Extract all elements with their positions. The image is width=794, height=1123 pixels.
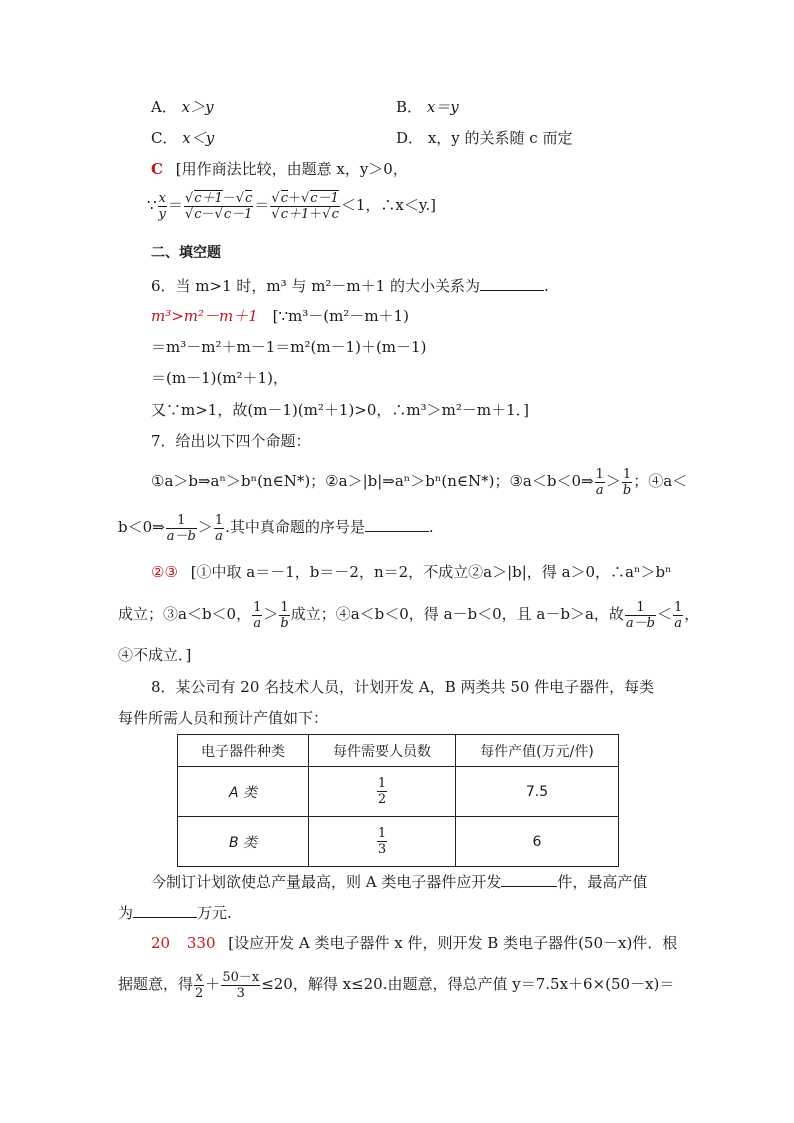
numerator: √c＋√c－1 (271, 190, 339, 206)
table-header-cell: 每件产值(万元/件) (456, 735, 619, 767)
q7-question-text: .其中真命题的序号是 (225, 518, 365, 536)
numerator: 50－x (222, 969, 260, 985)
equals: ＝ (254, 196, 270, 214)
numerator: 1 (253, 599, 262, 615)
denominator: a (253, 615, 262, 631)
q6-stem-text: 6．当 m>1 时，m³ 与 m²－m＋1 的大小关系为 (151, 277, 480, 295)
fraction-1-over-a (252, 600, 262, 631)
option-d-text: x，y 的关系随 c 而定 (427, 129, 573, 147)
q8-question-line1 (151, 870, 647, 892)
q5-solution-text: [用作商法比较，由题意 x，y＞0， (175, 160, 408, 178)
answer-blank (365, 515, 429, 532)
plus: ＋ (309, 206, 323, 222)
q6-solution-line3: ＝(m－1)(m²＋1)， (151, 369, 288, 387)
table-cell-value: 7.5 (456, 767, 619, 817)
less-than: ＜ (657, 605, 673, 623)
fraction-radicals-2 (270, 191, 339, 222)
q8-question-line2 (118, 901, 232, 923)
q6-solution-line2: ＝m³－m²＋m－1＝m²(m－1)＋(m－1) (151, 338, 427, 356)
answer-blank (480, 274, 544, 291)
q7-solution-line2 (118, 597, 699, 631)
plus: ＋ (287, 190, 301, 206)
option-b-letter: B． (396, 98, 423, 116)
q7-stem: 7．给出以下四个命题： (151, 432, 311, 450)
table-cell-people (309, 817, 456, 867)
numerator: √c＋1－√c (184, 190, 253, 206)
numerator: 1 (377, 776, 387, 791)
minus: － (222, 190, 236, 206)
denominator: a－b (625, 615, 655, 631)
q8-question-start: 为 (118, 904, 134, 922)
radicand: c＋1 (280, 206, 310, 222)
q7-line2-start: b＜0⇒ (118, 518, 165, 536)
radicand: c－1 (310, 190, 339, 206)
fraction-50-minus-x-over-3 (221, 970, 260, 1001)
q7-solution-text: [①中取 a＝－1，b＝－2，n＝2，不成立②a＞|b|，得 a＞0，∴aⁿ＞bⁿ (190, 563, 672, 581)
q8-question-text-end: 件，最高产值 (557, 873, 648, 891)
minus: － (201, 206, 215, 222)
comma: ， (684, 605, 700, 623)
denominator: a (674, 615, 683, 631)
q7-solution-line3: ④不成立．] (118, 646, 192, 664)
period: . (543, 277, 549, 295)
plus: ＋ (205, 975, 221, 993)
denominator: 2 (195, 985, 204, 1001)
fraction-1-over-a (673, 600, 683, 631)
q8-solution-line1 (151, 933, 677, 953)
q6-solution-line4: 又∵m>1，故(m－1)(m²＋1)>0，∴m³＞m²－m＋1．] (151, 401, 529, 419)
equals: ＝ (167, 196, 183, 214)
q8-solution-text: [设应开发 A 类电子器件 x 件，则开发 B 类电子器件(50－x)件．根 (228, 934, 678, 952)
denominator: 2 (377, 792, 387, 807)
q8-answer-1: 20 (151, 934, 171, 952)
table-cell-kind: B 类 (178, 817, 309, 867)
period: . (428, 518, 434, 536)
denominator: a (595, 482, 604, 498)
option-c-letter: C． (151, 129, 178, 147)
radicand: c (245, 190, 253, 206)
radicand: c (331, 206, 339, 222)
option-d (396, 128, 572, 148)
q8-question-text: 今制订计划欲使总产量最高，则 A 类电子器件应开发 (151, 873, 502, 891)
option-d-letter: D． (396, 129, 424, 147)
q6-solution-line1 (151, 306, 409, 326)
option-a (151, 97, 214, 117)
denominator: a (215, 528, 223, 544)
q8-stem-line1: 8．某公司有 20 名技术人员，计划开发 A，B 两类共 50 件电子器件，每类 (151, 678, 655, 696)
q7-sol2-start: 成立；③a＜b＜0， (118, 605, 252, 623)
option-b (396, 97, 459, 117)
fraction-1-over-a-minus-b (625, 600, 656, 631)
denominator: √c＋1＋√c (271, 206, 339, 222)
because-symbol: ∵ (147, 196, 157, 214)
fraction-x-over-2 (194, 970, 204, 1001)
q6-stem (151, 274, 549, 296)
radicand: c－1 (223, 206, 253, 222)
option-a-text: x＞y (181, 98, 214, 116)
table-header-cell: 电子器件种类 (178, 735, 309, 767)
q8-stem-line2: 每件所需人员和预计产值如下： (118, 709, 329, 727)
fraction-radicals-1 (184, 191, 253, 222)
answer-blank (501, 870, 557, 887)
q5-solution-line1 (151, 159, 408, 179)
numerator: x (158, 190, 166, 206)
fraction-1-over-a (214, 513, 224, 544)
q6-solution-text: [∵m³－(m²－m＋1) (272, 307, 409, 325)
numerator: 1 (674, 599, 683, 615)
greater-than: ＞ (263, 605, 279, 623)
numerator: 1 (595, 466, 604, 482)
denominator: a－b (166, 528, 196, 544)
denominator: y (158, 206, 166, 222)
numerator: 1 (377, 826, 387, 841)
option-c-text: x＜y (182, 129, 215, 147)
q7-solution-line1 (151, 562, 672, 582)
denominator: 3 (236, 985, 245, 1001)
q8-sol2-start: 据题意，得 (118, 975, 194, 993)
device-table (177, 734, 619, 867)
q8-question-end: 万元. (197, 904, 232, 922)
fraction-1-over-a (595, 467, 605, 498)
q7-propositions-text: ①a＞b⇒aⁿ＞bⁿ(n∈N*)；②a＞|b|⇒aⁿ＞bⁿ(n∈N*)；③a＜b＜0⇒ (151, 472, 594, 490)
q8-answer-2: 330 (186, 934, 216, 952)
radicand: c (194, 206, 202, 222)
table-header-cell: 每件需要人员数 (309, 735, 456, 767)
numerator: 1 (166, 513, 197, 529)
fraction-1-over-b (622, 467, 632, 498)
table-row (178, 767, 619, 817)
q8-sol2-end: ≤20，解得 x≤20.由题意，得总产值 y＝7.5x＋6×(50－x)＝ (261, 975, 675, 993)
numerator: 1 (280, 599, 289, 615)
fraction-1-over-b (279, 600, 289, 631)
fraction-1-over-a-minus-b (166, 513, 197, 544)
radicand: c (280, 190, 288, 206)
denominator: 3 (377, 842, 387, 857)
section-title: 二、填空题 (151, 245, 221, 261)
table-cell-people (309, 767, 456, 817)
radicand: c＋1 (194, 190, 223, 206)
table-header-row (178, 735, 619, 767)
greater-than: ＞ (605, 472, 621, 490)
numerator: 1 (214, 512, 224, 528)
q7-propositions-line1 (151, 464, 687, 498)
q8-solution-line2 (118, 964, 674, 1004)
separator: ；④a＜ (633, 472, 688, 490)
option-c (151, 128, 214, 148)
denominator: b (280, 615, 289, 631)
q7-answer: ②③ (151, 563, 178, 581)
q6-answer: m³>m²－m＋1 (151, 307, 258, 325)
q5-answer: C (151, 160, 163, 178)
denominator: √c－√c－1 (184, 206, 253, 222)
denominator: b (622, 482, 632, 498)
option-b-text: x＝y (426, 98, 459, 116)
table-cell-value: 6 (456, 817, 619, 867)
greater-than: ＞ (197, 518, 213, 536)
numerator: x (195, 969, 203, 985)
table-cell-kind: A 类 (178, 767, 309, 817)
q5-solution-formula (147, 190, 436, 222)
table-row (178, 817, 619, 867)
option-a-letter: A． (151, 98, 177, 116)
q5-conclusion: ＜1，∴x＜y.] (340, 196, 436, 214)
q7-propositions-line2 (118, 510, 434, 544)
numerator: 1 (622, 466, 632, 482)
numerator: 1 (625, 600, 656, 616)
q7-sol2-mid: 成立；④a＜b＜0，得 a－b＜0，且 a－b＞a，故 (290, 605, 624, 623)
fraction-x-over-y (158, 191, 167, 222)
answer-blank (133, 901, 197, 918)
